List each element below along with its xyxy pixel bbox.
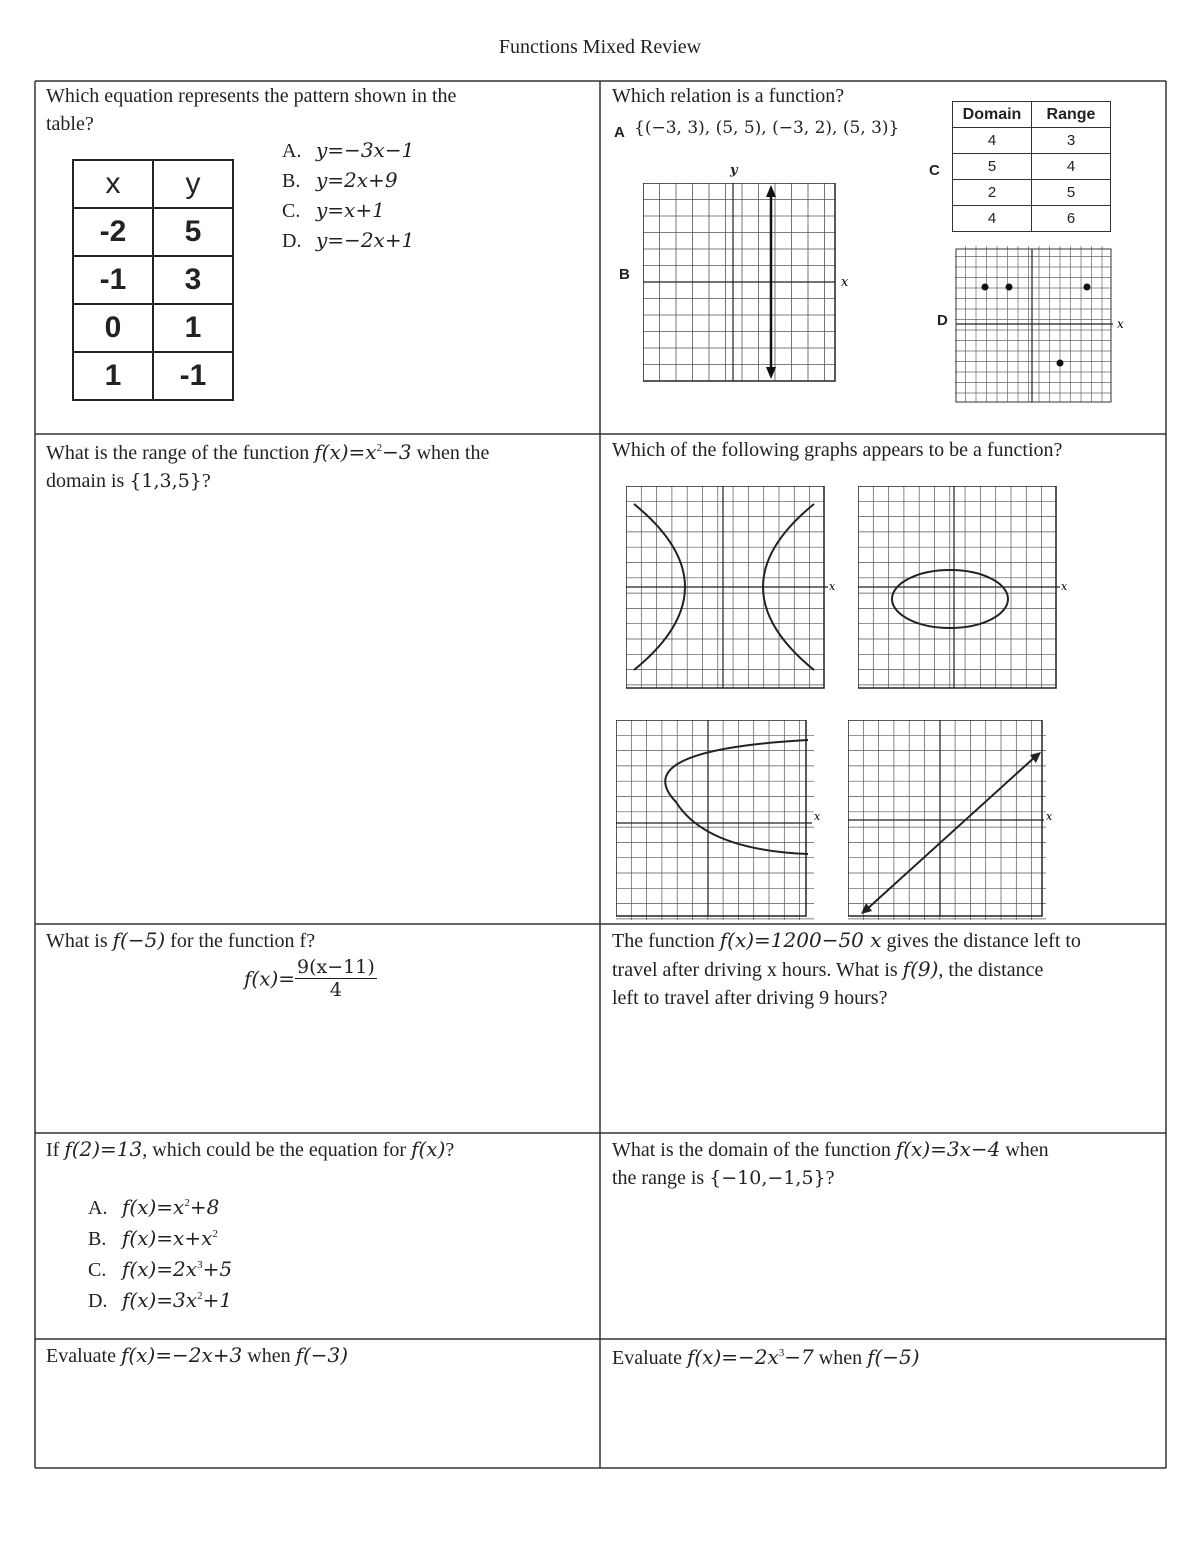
q2-graph-d: [955, 246, 1130, 404]
q5-formula: [244, 956, 377, 1001]
choice-b: [282, 166, 414, 196]
q4-prompt: Which of the following graphs appears to be a function?: [612, 439, 1063, 461]
plot-point: [1084, 284, 1091, 291]
table-row: [73, 256, 233, 304]
choice-equation: y=−3x−1: [316, 138, 415, 162]
q7-prompt: [46, 1135, 596, 1164]
q5-numerator: 9(x−11): [297, 956, 375, 978]
axis-label-x: x: [829, 580, 836, 593]
q2-option-c-label: C: [929, 162, 940, 179]
q6-line2-post: , the distance: [938, 959, 1044, 981]
question-9: [46, 1341, 596, 1370]
axis-label-x: x: [1117, 317, 1124, 331]
q7-prompt-mid: , which could be the equation for: [142, 1139, 412, 1161]
table-row: [953, 206, 1111, 232]
q7-prompt-post: ?: [445, 1139, 455, 1161]
table-cell: 1: [73, 352, 153, 400]
table-cell: 2: [953, 180, 1032, 206]
choice-eq-post: +5: [202, 1257, 233, 1281]
choice-label: D.: [282, 230, 302, 252]
table-cell: -1: [73, 256, 153, 304]
q9-prompt: [46, 1341, 596, 1370]
question-7: [46, 1135, 596, 1164]
choice-eq-pre: f(x)=3x: [122, 1288, 198, 1312]
table-cell: 3: [1032, 128, 1111, 154]
axis-label-x: x: [1061, 580, 1068, 593]
plot-point: [1006, 284, 1013, 291]
question-3: [46, 438, 596, 495]
choice-eq-pre: f(x)=x: [122, 1195, 185, 1219]
table-cell: 0: [73, 304, 153, 352]
q5-denominator: 4: [329, 979, 342, 1001]
table-row: [73, 352, 233, 400]
table-row: [953, 180, 1111, 206]
q5-lhs: f(x)=: [244, 966, 296, 991]
q3-function: f(x)=x: [314, 440, 377, 464]
choice-label: C.: [88, 1259, 107, 1281]
q10-function-pre: f(x)=−2x: [686, 1345, 779, 1369]
q3-line1: [46, 438, 596, 467]
q5-expression: f(−5): [112, 928, 166, 952]
q3-line2-pre: domain is: [46, 470, 130, 492]
choice-label: B.: [282, 170, 301, 192]
choice-label: A.: [88, 1197, 108, 1219]
q2-table-c: [952, 101, 1111, 232]
choice-eq-pre: f(x)=2x: [122, 1257, 198, 1281]
q10-prompt-mid: when: [813, 1347, 868, 1369]
q4-graph-ellipse: [858, 486, 1070, 690]
question-8: [612, 1135, 1162, 1192]
table-cell: 4: [953, 206, 1032, 232]
q2-option-a-label: A: [614, 124, 625, 141]
choice-eq-post: +8: [189, 1195, 220, 1219]
q3-line2-post: ?: [201, 470, 211, 492]
choice-a: [282, 136, 414, 166]
q7-prompt-pre: If: [46, 1139, 65, 1161]
q4-graph-line: [848, 720, 1060, 920]
choice-exponent: 2: [212, 1228, 218, 1240]
q8-line1-pre: What is the domain of the function: [612, 1139, 896, 1161]
q4-graph-parabola: [616, 720, 828, 920]
q10-function-post: −7: [784, 1345, 814, 1369]
q2-option-d-label: D: [937, 312, 948, 329]
q6-expression: f(9): [902, 957, 939, 981]
header-x: x: [73, 160, 153, 208]
q6-line1: [612, 926, 1162, 955]
q6-line2: [612, 955, 1162, 984]
q6-function: f(x)=1200−50 x: [719, 928, 882, 952]
q8-function: f(x)=3x−4: [895, 1137, 1001, 1161]
q1-prompt-line1: Which equation represents the pattern shown in the: [46, 85, 457, 107]
q7-target: f(x): [411, 1137, 446, 1161]
choice-equation: y=x+1: [316, 198, 385, 222]
table-header-row: [953, 102, 1111, 128]
q1-choices: [282, 136, 414, 256]
q8-line2-pre: the range is: [612, 1167, 710, 1189]
q6-line3: left to travel after driving 9 hours?: [612, 987, 888, 1009]
choice-c: [88, 1254, 232, 1285]
plot-point: [1057, 360, 1064, 367]
q8-line2-post: ?: [825, 1167, 835, 1189]
axis-label-x: x: [841, 275, 849, 290]
table-cell: 3: [153, 256, 233, 304]
q8-set: {−10,−1,5}: [709, 1167, 826, 1189]
table-cell: -1: [153, 352, 233, 400]
header-y: y: [153, 160, 233, 208]
q2-option-a-set: {(−3, 3), (5, 5), (−3, 2), (5, 3)}: [634, 118, 900, 138]
q9-function: f(x)=−2x+3: [120, 1343, 243, 1367]
q6-line2-pre: travel after driving x hours. What is: [612, 959, 903, 981]
q8-line2: [612, 1164, 1162, 1192]
q2-option-b-label: B: [619, 266, 630, 283]
q3-set: {1,3,5}: [129, 470, 202, 492]
choice-exponent: 2: [197, 1290, 203, 1302]
choice-a: [88, 1192, 232, 1223]
axis-label-x: x: [1046, 810, 1053, 823]
q10-exponent: 3: [778, 1347, 785, 1359]
q9-expression: f(−3): [295, 1343, 349, 1367]
q10-expression: f(−5): [867, 1345, 920, 1369]
choice-label: A.: [282, 140, 302, 162]
q5-fraction: [295, 956, 377, 1001]
q9-prompt-pre: Evaluate: [46, 1345, 121, 1367]
q2-graph-b-axis-y: y: [730, 163, 738, 178]
table-row: [953, 128, 1111, 154]
q2-graph-b: [643, 183, 858, 383]
axis-label-x: x: [814, 810, 821, 823]
question-5: [46, 926, 596, 955]
q8-line1-post: when: [1000, 1139, 1049, 1161]
table-row: [73, 304, 233, 352]
table-cell: 5: [953, 154, 1032, 180]
table-cell: 4: [1032, 154, 1111, 180]
table-row: [73, 208, 233, 256]
table-header-row: [73, 160, 233, 208]
choice-equation: y=−2x+1: [316, 228, 415, 252]
q6-line1-pre: The function: [612, 930, 720, 952]
q3-line2: [46, 467, 596, 495]
choice-d: [282, 226, 414, 256]
choice-equation: y=2x+9: [316, 168, 398, 192]
choice-d: [88, 1285, 232, 1316]
q1-xy-table: [72, 159, 234, 401]
q10-prompt-pre: Evaluate: [612, 1347, 687, 1369]
table-row: [953, 154, 1111, 180]
header-range: Range: [1032, 102, 1111, 128]
choice-label: C.: [282, 200, 301, 222]
q10-prompt: [612, 1343, 1162, 1372]
q5-prompt: [46, 926, 596, 955]
table-cell: 5: [153, 208, 233, 256]
table-cell: -2: [73, 208, 153, 256]
question-1: [46, 82, 596, 138]
table-cell: 1: [153, 304, 233, 352]
q8-line1: [612, 1135, 1162, 1164]
choice-b: [88, 1223, 232, 1254]
plot-point: [982, 284, 989, 291]
table-cell: 6: [1032, 206, 1111, 232]
q5-prompt-post: for the function f?: [165, 930, 316, 952]
q7-choices: [88, 1192, 232, 1316]
choice-eq-post: +1: [202, 1288, 233, 1312]
q3-prompt-pre: What is the range of the function: [46, 442, 315, 464]
q9-prompt-mid: when: [242, 1345, 296, 1367]
choice-label: D.: [88, 1290, 108, 1312]
header-domain: Domain: [953, 102, 1032, 128]
question-10: [612, 1343, 1162, 1372]
q6-line1-post: gives the distance left to: [881, 930, 1081, 952]
q5-prompt-pre: What is: [46, 930, 113, 952]
q1-prompt-line2: table?: [46, 113, 94, 135]
page-title: Functions Mixed Review: [498, 36, 702, 58]
q3-exponent: 2: [376, 442, 383, 454]
q7-condition: f(2)=13: [64, 1137, 143, 1161]
choice-exponent: 3: [197, 1259, 203, 1271]
table-cell: 4: [953, 128, 1032, 154]
choice-eq-pre: f(x)=x+x: [122, 1226, 213, 1250]
q3-function-post: −3: [382, 440, 412, 464]
choice-label: B.: [88, 1228, 107, 1250]
q4-graph-hyperbola: [626, 486, 838, 690]
q3-prompt-mid: when the: [411, 442, 490, 464]
table-cell: 5: [1032, 180, 1111, 206]
choice-exponent: 2: [184, 1197, 190, 1209]
choice-c: [282, 196, 414, 226]
question-6: [612, 926, 1162, 1012]
q2-prompt: Which relation is a function?: [612, 85, 845, 107]
